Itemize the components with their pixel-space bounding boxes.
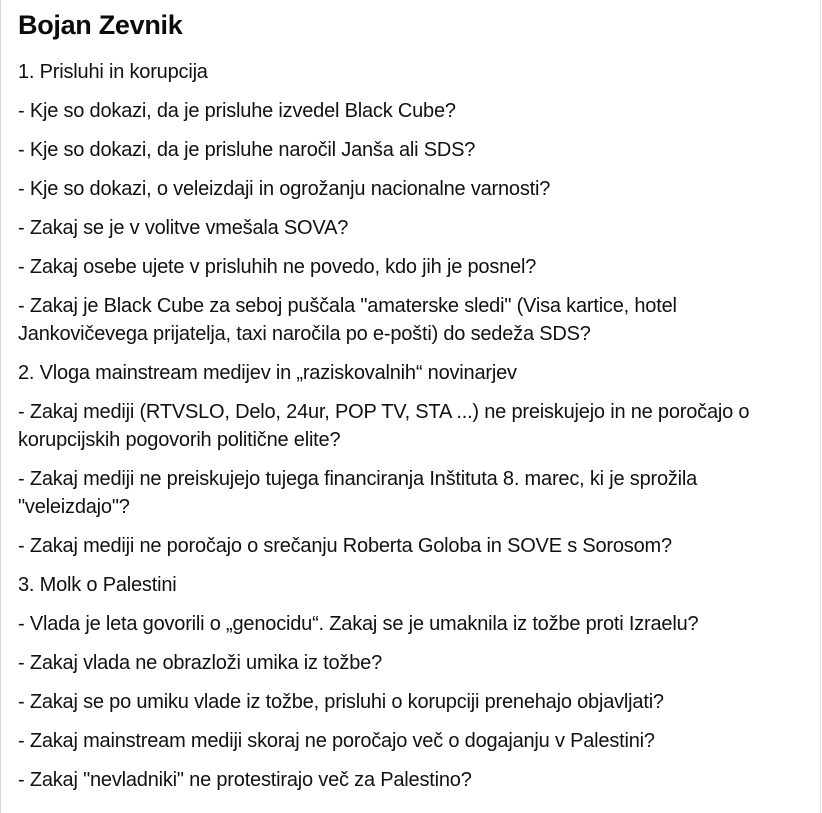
question-line: - Zakaj se je v volitve vmešala SOVA?: [18, 217, 349, 239]
question-line: - Kje so dokazi, da je prisluhe izvedel Black Cube?: [18, 100, 456, 122]
question-line: - Zakaj mediji ne preiskujejo tujega financiranja Inštituta 8. marec, ki je sprožila "veleizdajo"?: [18, 468, 698, 518]
question-line: - Zakaj mainstream mediji skoraj ne poročajo več o dogajanju v Palestini?: [18, 730, 655, 752]
question-line: - Zakaj se po umiku vlade iz tožbe, prisluhi o korupciji prenehajo objavljati?: [18, 691, 664, 713]
question-line: - Zakaj mediji (RTVSLO, Delo, 24ur, POP TV, STA ...) ne preiskujejo in ne poročajo o korupcijskih pogovorih politične elite?: [18, 401, 750, 451]
question-line: - Zakaj "nevladniki" ne protestirajo več za Palestino?: [18, 769, 472, 791]
section-heading: 1. Prisluhi in korupcija: [18, 61, 208, 83]
section-heading: 3. Molk o Palestini: [18, 574, 177, 596]
section-heading: 2. Vloga mainstream medijev in „raziskovalnih“ novinarjev: [18, 362, 517, 384]
post-body: [18, 58, 808, 805]
question-line: - Kje so dokazi, da je prisluhe naročil Janša ali SDS?: [18, 139, 476, 161]
question-line: - Zakaj osebe ujete v prisluhih ne povedo, kdo jih je posnel?: [18, 256, 537, 278]
question-line: - Vlada je leta govorili o „genocidu“. Zakaj se je umaknila iz tožbe proti Izraelu?: [18, 613, 699, 635]
question-line: - Zakaj je Black Cube za seboj puščala "amaterske sledi" (Visa kartice, hotel Jankovičevega prijatelja, taxi naročila po e-pošti) do sedeža SDS?: [18, 295, 677, 345]
question-line: - Zakaj mediji ne poročajo o srečanju Roberta Goloba in SOVE s Sorosom?: [18, 535, 672, 557]
author-name[interactable]: Bojan Zevnik: [18, 10, 183, 40]
question-line: - Kje so dokazi, o veleizdaji in ogrožanju nacionalne varnosti?: [18, 178, 551, 200]
question-line: - Zakaj vlada ne obrazloži umika iz tožbe?: [18, 652, 383, 674]
